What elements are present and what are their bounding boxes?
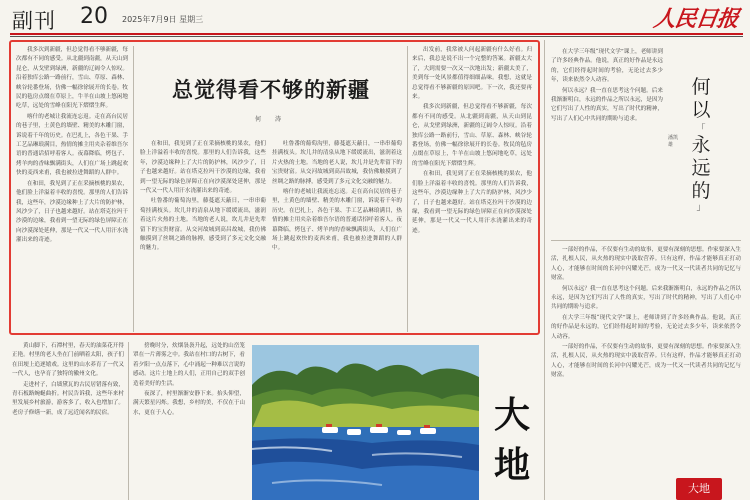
feature-column-1: 我多次到新疆，但总觉得看不够新疆，每次都有不同的感受。从北疆到南疆，从天山到昆仑，从戈壁到绿洲，新疆的辽阔令人惊叹。沿着独库公路一路前行，雪山、草原、森林、峡谷轮番登场，仿佛一幅徐徐展开的长卷。牧民的毡房点缀在草原上，牛羊在山坡上悠闲地吃草，远处的雪峰在阳光下熠熠生辉。 喀什的老城让我流连忘返。走在高台民居的巷子里，土黄色的墙壁、精美的木雕门窗，诉说着千年的历史。在巴扎上，各色干果、手工艺品琳琅满目，热情的摊主用夹杂着维吾尔语的普通话招呼着客人。夜幕降临，烤包子、烤羊肉的香味飘满街头，人们在广场上跳起欢快的麦西来甫，我也被拉进舞蹈的人群中。 在和田，我见到了正在采摘核桃的果农，他们脸上洋溢着丰收的喜悦。那里的人们告诉我，这些年，沙漠边缘种上了大片的防护林，风沙少了，日子也越来越好。站在塔克拉玛干沙漠的边缘，我看到一望无际的绿色屏障正在向沙漠深处延伸，那是一代又一代人用汗水浇灌出来的奇迹。 bbox=[16, 47, 128, 244]
article-title: 总觉得看不够的新疆 bbox=[172, 77, 370, 102]
essay-author: 潘凯雄 bbox=[668, 135, 679, 148]
essay-title-continued: 「 永 远 的 」 bbox=[691, 124, 711, 213]
column-divider bbox=[133, 46, 134, 332]
calligraphy-heading: 大 地 bbox=[493, 394, 530, 486]
masthead bbox=[0, 0, 750, 34]
paper-logo: 人民日报 bbox=[651, 6, 740, 32]
issue-date: 2025年7月9日 星期三 bbox=[122, 15, 204, 24]
essay-intro-column: 在大学三年级“现代文学”课上，老师讲到了许多经典作品。他说，真正的好作品是永远的，它们经得起时间的考验，无论过去多少年，读来依然令人动容。 何以永远？我一直在思考这个问题。后来我渐渐明白，永远的作品之所以永远，是因为它们写出了人性的真实，写出了时代的精神，写出了人们心中共同的期盼与追求。 bbox=[551, 49, 663, 122]
essay-body-column: 一部好的作品，不仅要有生动的故事，更要有深刻的思想。作家要深入生活，扎根人民，从火热的现实中汲取营养。只有这样，作品才能够真正打动人心，才能够在时间的长河中闪耀光芒，成为一代又一代读者共同的记忆与财富。 何以永远？我一直在思考这个问题。后来我渐渐明白，永远的作品之所以永远，是因为它们写出了人性的真实，写出了时代的精神，写出了人们心中共同的期盼与追求。 在大学三年级“现代文学”课上，老师讲到了许多经典作品。他说，真正的好作品是永远的，它们经得起时间的考验，无论过去多少年，读来依然令人动容。 一部好的作品，不仅要有生动的故事，更要有深刻的思想。作家要深入生活，扎根人民，从火热的现实中汲取营养。只有这样，作品才能够真正打动人心，才能够在时间的长河中闪耀光芒，成为一代又一代读者共同的记忆与财富。 bbox=[551, 247, 741, 379]
feature-column-4: 出发前，我常被人问起新疆有什么好看。归来后，我总是说不出一个完整的答案。新疆太大了，大到需要一次又一次地出发；新疆太美了，美到每一处风景都值得细细品味。我想，这就是总觉得看不够新疆的原因吧。下一次，我还要再来。 我多次到新疆，但总觉得看不够新疆，每次都有不同的感受。从北疆到南疆，从天山到昆仑，从戈壁到绿洲，新疆的辽阔令人惊叹。沿着独库公路一路前行，雪山、草原、森林、峡谷轮番登场，仿佛一幅徐徐展开的长卷。牧民的毡房点缀在草原上，牛羊在山坡上悠闲地吃草，远处的雪峰在阳光下熠熠生辉。 在和田，我见到了正在采摘核桃的果农，他们脸上洋溢着丰收的喜悦。那里的人们告诉我，这些年，沙漠边缘种上了大片的防护林，风沙少了，日子也越来越好。站在塔克拉玛干沙漠的边缘，我看到一望无际的绿色屏障正在向沙漠深处延伸，那是一代又一代人用汗水浇灌出来的奇迹。 bbox=[412, 47, 532, 234]
lower-column-2: 傍晚时分，炊烟袅袅升起，远处的山峦笼罩在一片薄雾之中。我站在村口的古树下，看着夕阳一点点落下，心中涌起一种难以言说的感动。这片土地上的人们，正用自己的双手创造着美好的生活。 夜深了，村里渐渐安静下来。抬头仰望，满天繁星闪烁。我想，乡村的美，不仅在于山水，更在于人心。 bbox=[133, 343, 245, 416]
column-divider bbox=[544, 40, 545, 500]
lake-painting-image bbox=[252, 345, 479, 500]
lower-column-1: 黄山脚下，石潭村里，春天的油菜花开得正艳。村里的老人坐在门前晒着太阳，孩子们在田埂上追逐嬉戏。这里的山水养育了一代又一代人，也孕育了独特的徽州文化。 走进村子，白墙黛瓦的古民居错落有致，青石板路蜿蜒曲折。村民告诉我，这些年来村里发展乡村旅游，游客多了，收入也增加了。老房子修缮一新，成了远近闻名的民宿。 bbox=[12, 343, 124, 416]
masthead-dark-rule bbox=[10, 36, 743, 37]
section-name: 副刊 bbox=[12, 9, 56, 33]
feature-column-3: 吐鲁番的葡萄沟里，藤蔓遮天蔽日，一串串葡萄挂满枝头。坎儿井的清泉从地下缓缓流出，滋润着这片火热的土地。当地的老人说，坎儿井是先辈留下的宝贵财富。从交河故城到高昌故城，我仿佛触摸到了丝绸之路的脉搏，感受到了多元文化交融的魅力。 喀什的老城让我流连忘返。走在高台民居的巷子里，土黄色的墙壁、精美的木雕门窗，诉说着千年的历史。在巴扎上，各色干果、手工艺品琳琅满目，热情的摊主用夹杂着维吾尔语的普通话招呼着客人。夜幕降临，烤包子、烤羊肉的香味飘满街头，人们在广场上跳起欢快的麦西来甫，我也被拉进舞蹈的人群中。 bbox=[272, 141, 402, 252]
page-number: 20 bbox=[80, 4, 108, 29]
feature-column-2: 在和田，我见到了正在采摘核桃的果农，他们脸上洋溢着丰收的喜悦。那里的人们告诉我，这些年，沙漠边缘种上了大片的防护林，风沙少了，日子也越来越好。站在塔克拉玛干沙漠的边缘，我看到一望无际的绿色屏障正在向沙漠深处延伸，那是一代又一代人用汗水浇灌出来的奇迹。 吐鲁番的葡萄沟里，藤蔓遮天蔽日，一串串葡萄挂满枝头。坎儿井的清泉从地下缓缓流出，滋润着这片火热的土地。当地的老人说，坎儿井是先辈留下的宝贵财富。从交河故城到高昌故城，我仿佛触摸到了丝绸之路的脉搏，感受到了多元文化交融的魅力。 bbox=[140, 141, 266, 252]
column-divider bbox=[407, 46, 408, 332]
essay-title: 何 以 bbox=[691, 76, 711, 121]
column-stamp: 大地 bbox=[676, 478, 722, 500]
lake-painting bbox=[252, 345, 479, 500]
essay-divider bbox=[551, 240, 741, 241]
article-author: 何 涛 bbox=[255, 116, 287, 123]
masthead-red-rule bbox=[10, 33, 743, 35]
column-divider bbox=[128, 342, 129, 500]
